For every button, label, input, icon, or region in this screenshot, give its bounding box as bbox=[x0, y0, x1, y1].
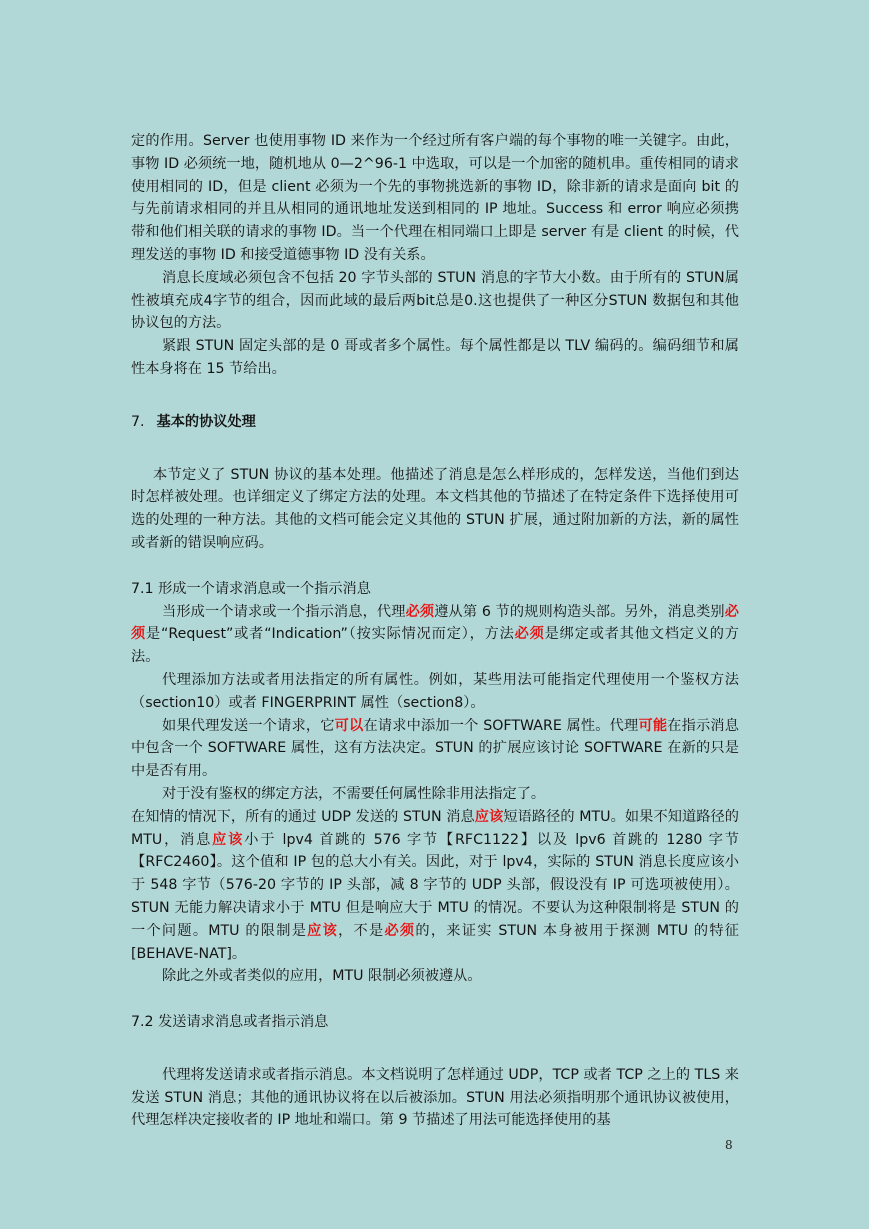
text-run: 的，来证实 STUN 本身被用于探测 MTU 的特征[BEHAVE-NAT]。 bbox=[131, 922, 739, 962]
paragraph: 代理将发送请求或者指示消息。本文档说明了怎样通过 UDP，TCP 或者 TCP 之上的 TLS 来发送 STUN 消息；其他的通讯协议将在以后被添加。STUN 用法必须指明那个通讯协议被使用，代理怎样决定接收者的 IP 地址和端口。第 9 节描述了用法可能选择使用的基 bbox=[131, 1066, 739, 1129]
paragraph: 消息长度域必须包含不包括 20 字节头部的 STUN 消息的字节大小数。由于所有的 STUN属性被填充成4字节的组合，因而此域的最后两bit总是0.这也提供了一种区分STUN 数据包和其他协议包的方法。 bbox=[131, 269, 739, 332]
paragraph bbox=[131, 715, 739, 783]
subsection-heading-7-1: 7.1 形成一个请求消息或一个指示消息 bbox=[131, 580, 371, 597]
keyword-may: 可能 bbox=[638, 717, 668, 734]
keyword-should: 应该 bbox=[212, 831, 245, 848]
text-run: 在指示消息中包含一个 SOFTWARE 属性，这有方法决定。STUN 的扩展应该讨论 SOFTWARE 在新的只是中是否有用。 bbox=[131, 717, 739, 780]
text-run: 短语路径的 MTU。如果不知道路径的 MTU，消息 bbox=[131, 808, 739, 848]
keyword-must: 必须 bbox=[514, 626, 545, 643]
keyword-must: 必须 bbox=[405, 603, 435, 620]
page-body bbox=[131, 130, 739, 1132]
paragraph: 除此之外或者类似的应用，MTU 限制必须被遵从。 bbox=[162, 968, 482, 985]
text-run: 在知情的情况下，所有的通过 UDP 发送的 STUN 消息 bbox=[131, 808, 475, 825]
keyword-must: 必须 bbox=[131, 603, 739, 643]
text-run: 遵从第 6 节的规则构造头部。另外，消息类别 bbox=[434, 603, 725, 620]
paragraph: 紧跟 STUN 固定头部的是 0 哥或者多个属性。每个属性都是以 TLV 编码的。编码细节和属性本身将在 15 节给出。 bbox=[131, 338, 739, 377]
text-run: 在请求中添加一个 SOFTWARE 属性。代理 bbox=[363, 717, 639, 734]
paragraph bbox=[131, 806, 739, 966]
page-number: 8 bbox=[725, 1138, 733, 1152]
text-run: ，不是 bbox=[338, 922, 385, 939]
paragraph: 代理添加方法或者用法指定的所有属性。例如，某些用法可能指定代理使用一个鉴权方法（section10）或者 FINGERPRINT 属性（section8）。 bbox=[131, 671, 739, 711]
paragraph bbox=[131, 601, 739, 669]
text-run: 是绑定或者其他文档定义的方法。 bbox=[131, 626, 739, 666]
text-run: 如果代理发送一个请求，它 bbox=[162, 717, 335, 734]
subsection-heading-7-2: 7.2 发送请求消息或者指示消息 bbox=[131, 1014, 329, 1031]
keyword-must: 必须 bbox=[384, 922, 416, 939]
keyword-should: 应该 bbox=[474, 808, 504, 825]
section-title: 基本的协议处理 bbox=[156, 413, 256, 430]
paragraph: 对于没有鉴权的绑定方法，不需要任何属性除非用法指定了。 bbox=[162, 785, 546, 802]
text-run: 是“Request”或者“Indication”（按实际情况而定），方法 bbox=[146, 626, 515, 643]
section-number: 7. bbox=[131, 413, 145, 430]
section-heading-7 bbox=[131, 411, 739, 434]
text-run: 小于 lpv4 首跳的 576 字节【RFC1122】以及 lpv6 首跳的 1280 字节【RFC2460】。这个值和 IP 包的总大小有关。因此，对于 lpv4，实际的 STUN 消息长度应该小于 548 字节（576-20 字节的 IP 头部，减 8 字节的 UDP 头部，假设没有 IP 可选项被使用）。STUN 无能力解决请求小于 MTU 但是响应大于 MTU 的情况。不要认为这种限制将是 STUN 的一个问题。MTU 的限制是 bbox=[131, 831, 739, 939]
paragraph: 本节定义了 STUN 协议的基本处理。他描述了消息是怎么样形成的，怎样发送，当他们到达时怎样被处理。也详细定义了绑定方法的处理。本文档其他的节描述了在特定条件下选择使用可选的处理的一种方法。其他的文档可能会定义其他的 STUN 扩展，通过附加新的方法，新的属性或者新的错误响应码。 bbox=[131, 466, 739, 551]
keyword-may: 可以 bbox=[334, 717, 364, 734]
paragraph: 定的作用。Server 也使用事物 ID 来作为一个经过所有客户端的每个事物的唯一关键字。由此，事物 ID 必须统一地，随机地从 0—2^96-1 中选取，可以是一个加密的随机串。重传相同的请求使用相同的 ID，但是 client 必须为一个先的事物挑选新的事物 ID，除非新的请求是面向 bit 的与先前请求相同的并且从相同的通讯地址发送到相同的 IP 地址。Success 和 error 响应必须携带和他们相关联的请求的事物 ID。当一个代理在相同端口上即是 server 有是 client 的时候，代理发送的事物 ID 和接受道德事物 ID 没有关系。 bbox=[131, 133, 739, 263]
text-run: 当形成一个请求或一个指示消息，代理 bbox=[162, 603, 406, 620]
keyword-should: 应该 bbox=[307, 922, 339, 939]
